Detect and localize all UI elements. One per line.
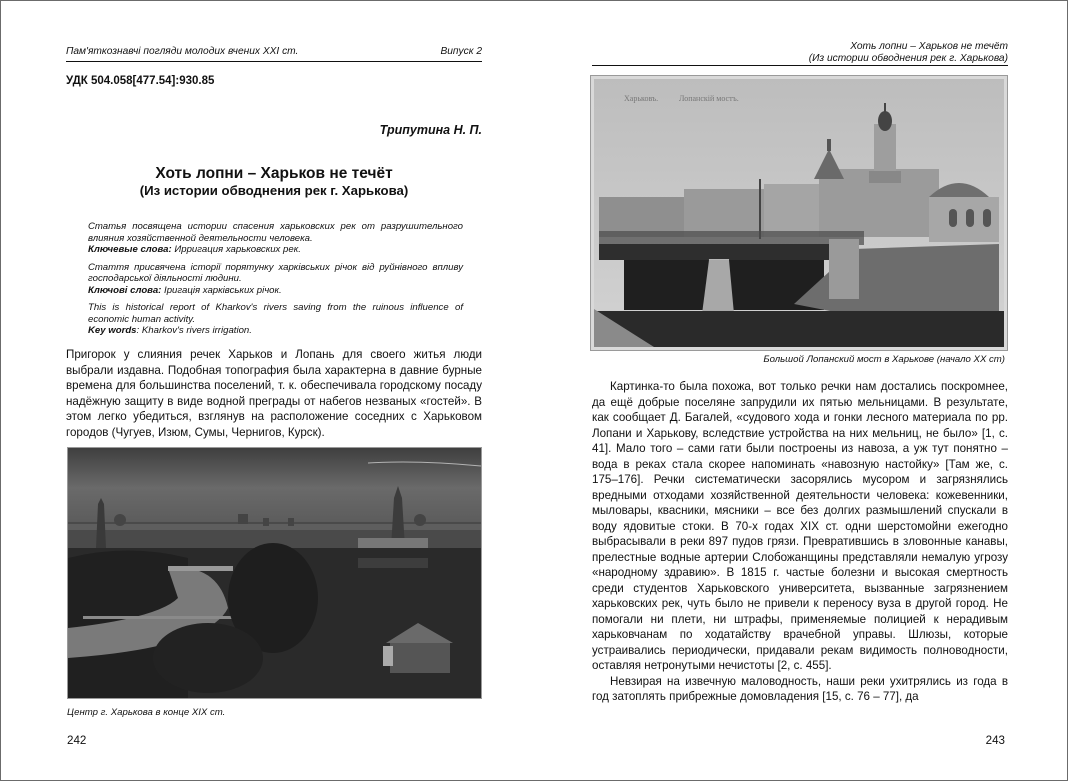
postcard-image: [594, 79, 1004, 347]
running-header-subtitle: (Из истории обводнения рек г. Харькова): [808, 53, 1008, 64]
keywords-separator: :: [136, 325, 140, 336]
body-text-left: [66, 347, 482, 440]
abstract-ru: [88, 221, 463, 256]
article-title-main: Хоть лопни – Харьков не течёт: [155, 165, 393, 182]
abstracts: [88, 221, 463, 343]
right-page: [534, 1, 1067, 780]
keywords: Kharkov's rivers irrigation.: [141, 325, 252, 336]
abstract-en: [88, 302, 463, 337]
keywords-label: Ключові слова:: [88, 284, 162, 296]
running-header-right: [592, 41, 1008, 66]
article-title: [66, 164, 482, 199]
keywords: Ирригация харьковских рек.: [174, 244, 301, 255]
paragraph: Невзирая на извечную маловодность, наши реки ухитрялись из года в год затоплять прибрежные домовладения [15, с. 76 – 77], да: [592, 674, 1008, 703]
postcard-label-city: Харьковъ.: [624, 94, 659, 103]
paragraph: Картинка-то была похожа, вот только речки нам достались поскромнее, да ещё добрые поселяне запрудили их пятью мельницами. В результате, как сообщает Д. Багалей, «судового хода и гонки лесного материала по рр. Лопани и Харькову, вследствие устройства на них мельниц, не было» [1, с. 41]. Мало того – сами гати были построены из навоза, а уж тут понятно – вода в реках стала скорее напоминать «навозную настойку» [Там же, с. 175–176]. Речки систематически засорялись мусором и загрязнялись вредными отходами хозяйственной деятельности человека: кожевенники, мыловары, квасники, мясники – все без долгих размышлений спускали в воду ядовитые стоки. В 70-х годах XIX ст. одни шерстомойни ежегодно выбрасывали в реки 897 пудов грязи. Превратившись в зловонные канавы, прелестные водные артерии Слобожанщины представляли немалую угрозу «народному здравию». В 1815 г. частые болезни и высокая смертность среди студентов Харьковского университета, вызванные загрязнением харьковских рек, чуть было не привели к переносу вуза в другой город. Не помогали ни плети, ни штрафы, применяемые полицией к нерадивым харьковчанам по ходатайству врачебной управы. Шлюзы, которые устраивались периодически, придавали рекам видимость полноводности, оставляя нетронутыми нечистоты [2, с. 455].: [592, 380, 1008, 672]
article-title-sub: (Из истории обводнения рек г. Харькова): [139, 183, 409, 198]
keywords-label: Key words: [88, 325, 137, 336]
keywords-label: Ключевые слова:: [88, 244, 172, 255]
page-number: 242: [67, 734, 87, 747]
author-name: Трипутина Н. П.: [379, 123, 482, 137]
journal-title: Пам'яткознавчі погляди молодих вчених XXI ст.: [66, 46, 299, 57]
abstract-text: This is historical report of Kharkov's rivers saving from the ruinous influence of economic human activity.: [88, 302, 463, 325]
left-page: [1, 1, 534, 780]
figure-caption: Большой Лопанский мост в Харькове (начало XX ст): [763, 354, 1005, 365]
abstract-text: Статья посвящена истории спасения харьковских рек от разрушительного влияния хозяйственной деятельности человека.: [88, 221, 463, 244]
photo-kharkov-center: [67, 447, 482, 699]
abstract-text: Стаття присвячена історії порятунку харківських річок від руйнівного впливу господарської діяльності людини.: [88, 261, 463, 284]
page-number: 243: [985, 734, 1005, 747]
abstract-uk: [88, 262, 463, 297]
figure-caption: Центр г. Харькова в конце XIX ст.: [67, 707, 226, 718]
body-text-right: [592, 379, 1008, 705]
postcard-label-bridge: Лопанскій мостъ.: [679, 94, 739, 103]
photo-lopan-bridge: [591, 76, 1007, 350]
running-header-title: Хоть лопни – Харьков не течёт: [850, 41, 1008, 52]
running-header-left: [66, 46, 482, 62]
keywords: Іригація харківських річок.: [164, 284, 282, 296]
issue-number: Випуск 2: [440, 46, 482, 57]
udk-code: УДК 504.058[477.54]:930.85: [66, 75, 215, 87]
panorama-image: [68, 448, 481, 698]
paragraph: Пригорок у слияния речек Харьков и Лопань для своего житья люди выбрали издавна. Подобная топография была характерна в давние бурные времена для большинства поселений, т. к. обеспечивала городскому посаду надёжную защиту в виде водной преграды от набегов незваных «гостей». В этом легко убедиться, взглянув на расположение соседних с Харьковом городов (Чугуев, Изюм, Сумы, Чернигов, Курск).: [66, 348, 482, 439]
